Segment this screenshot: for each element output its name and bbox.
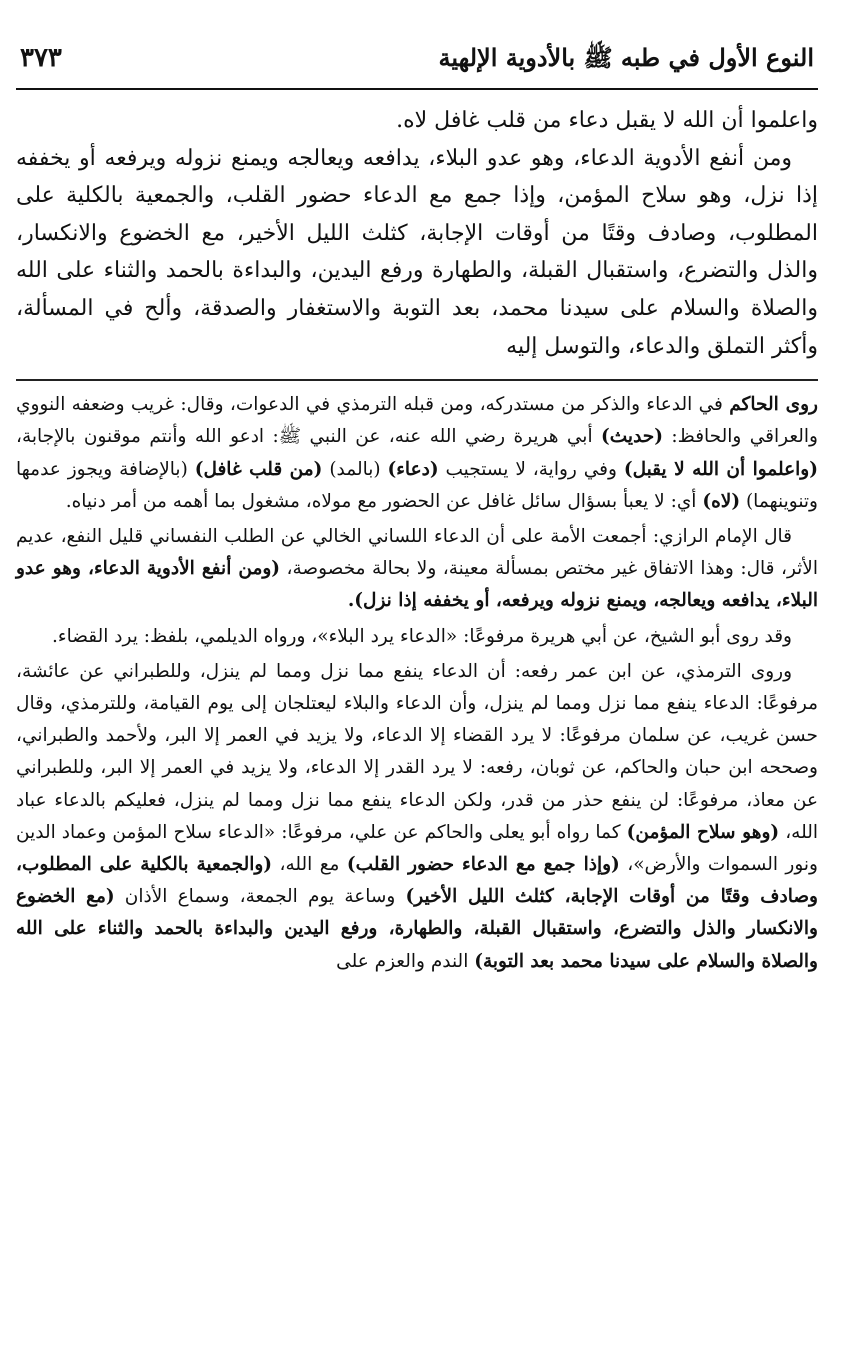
- bold-quoted-text: (وهو سلاح المؤمن): [626, 821, 780, 843]
- commentary-text: في الدعاء والذكر من مستدركه، ومن قبله الترمذي في الدعوات، وقال: غريب وضعفه النووي والعراقي والحافظ:: [16, 394, 818, 448]
- main-text: [16, 102, 818, 365]
- commentary-text: وقد روى أبو الشيخ، عن أبي هريرة مرفوعًا: «الدعاء يرد البلاء»، ورواه الديلمي، بلفظ: يرد القضاء.: [52, 625, 792, 647]
- bold-quoted-text: (وإذا جمع مع الدعاء حضور القلب): [346, 854, 620, 875]
- bold-quoted-text: (دعاء): [387, 458, 439, 480]
- commentary-paragraph: [16, 656, 818, 978]
- commentary-paragraph: [16, 521, 818, 618]
- commentary-text: مع الله،: [272, 854, 347, 875]
- main-paragraph-1: واعلموا أن الله لا يقبل دعاء من قلب غافل لاه.: [396, 108, 818, 133]
- page-header: [16, 40, 818, 90]
- commentary-text: (بالمد): [322, 458, 388, 480]
- page-number: ٣٧٣: [20, 43, 62, 73]
- running-title: النوع الأول في طبه ﷺ بالأدوية الإلهية: [438, 43, 814, 72]
- commentary-text: أي: لا يعبأ بسؤال سائل غافل عن الحضور مع مولاه، مشغول بما أهمه من أمر دنياه.: [65, 490, 703, 512]
- commentary-text: أبي هريرة رضي الله عنه، عن النبي ﷺ: ادعو الله وأنتم موقنون بالإجابة،: [16, 426, 602, 448]
- bold-quoted-text: (والجمعية بالكلية على المطلوب، وصادف وقتًا من أوقات الإجابة، كثلث الليل الأخير): [16, 854, 818, 908]
- bold-quoted-text: (ومن أنفع الأدوية الدعاء، وهو عدو البلاء، يدافعه ويعالجه، ويمنع نزوله ويرفعه، أو يخففه إذا نزل).: [16, 558, 818, 612]
- bold-quoted-text: (لاه): [702, 490, 741, 512]
- book-page: [16, 40, 818, 981]
- commentary-text: وروى الترمذي، عن ابن عمر رفعه: أن الدعاء ينفع مما نزل ومما لم ينزل، وللطبراني عن عائشة، مرفوعًا: الدعاء ينفع مما نزل ومما لم ينزل، وأن الدعاء والبلاء ليعتلجان إلى يوم القيامة، وللترمذي، وقال حسن غريب، عن سلمان مرفوعًا: لا يرد القضاء إلا الدعاء، ولا يزيد في العمر إلا البر، ولأحمد والطبراني، وصححه ابن حبان والحاكم، عن ثوبان، رفعه: لا يرد القدر إلا الدعاء، ولا يزيد في العمر إلا البر، وللطبراني عن معاذ، مرفوعًا: لن ينفع حذر من قدر، ولكن الدعاء ينفع مما نزل ومما لم ينزل، فعليكم بالدعاء عباد الله،: [16, 660, 818, 843]
- bold-quoted-text: (من قلب غافل): [194, 458, 323, 480]
- commentary-text: قال الإمام الرازي: أجمعت الأمة على أن الدعاء اللساني الخالي عن الطلب النفساني قليل النفع، عديم الأثر، قال: وهذا الاتفاق غير مختص بمسألة معينة، ولا بحالة مخصوصة،: [16, 525, 818, 580]
- commentary-text: وفي رواية، لا يستجيب: [438, 458, 624, 480]
- main-paragraph-2: ومن أنفع الأدوية الدعاء، وهو عدو البلاء، يدافعه ويعالجه ويمنع نزوله ويرفعه أو يخففه إذا نزل، وهو سلاح المؤمن، وإذا جمع مع الدعاء حضور القلب، والجمعية بالكلية على المطلوب، وصادف وقتًا من أوقات الإجابة، كثلث الليل الأخير، مع الخضوع والانكسار، والذل والتضرع، واستقبال القبلة، والطهارة ورفع اليدين، والبداءة بالحمد والثناء على الله والصلاة والسلام على سيدنا محمد، بعد التوبة والاستغفار والصدقة، وألح في المسألة، وأكثر التملق والدعاء، والتوسل إليه: [16, 145, 818, 359]
- bold-quoted-text: (واعلموا أن الله لا يقبل): [623, 458, 818, 480]
- commentary-paragraph: [16, 621, 818, 653]
- commentary-paragraph: [16, 389, 818, 518]
- commentary: [16, 389, 818, 978]
- commentary-text: كما رواه أبو يعلى والحاكم عن علي، مرفوعًا: «الدعاء سلاح المؤمن وعماد الدين ونور السموات والأرض»،: [16, 821, 818, 875]
- footnote-separator: [16, 379, 818, 381]
- bold-quoted-text: (حديث): [601, 426, 663, 448]
- bold-quoted-text: (مع الخضوع والانكسار والذل والتضرع، واستقبال القبلة، والطهارة، ورفع اليدين والبداءة بالحمد والثناء على الله والصلاة والسلام على سيدنا محمد بعد التوبة): [16, 886, 818, 972]
- commentary-text: (بالإضافة ويجوز عدمها وتنوينهما): [16, 458, 818, 512]
- commentary-text: وساعة يوم الجمعة، وسماع الأذان: [114, 886, 406, 908]
- bold-quoted-text: روى الحاكم: [729, 394, 818, 416]
- commentary-text: الندم والعزم على: [336, 950, 475, 972]
